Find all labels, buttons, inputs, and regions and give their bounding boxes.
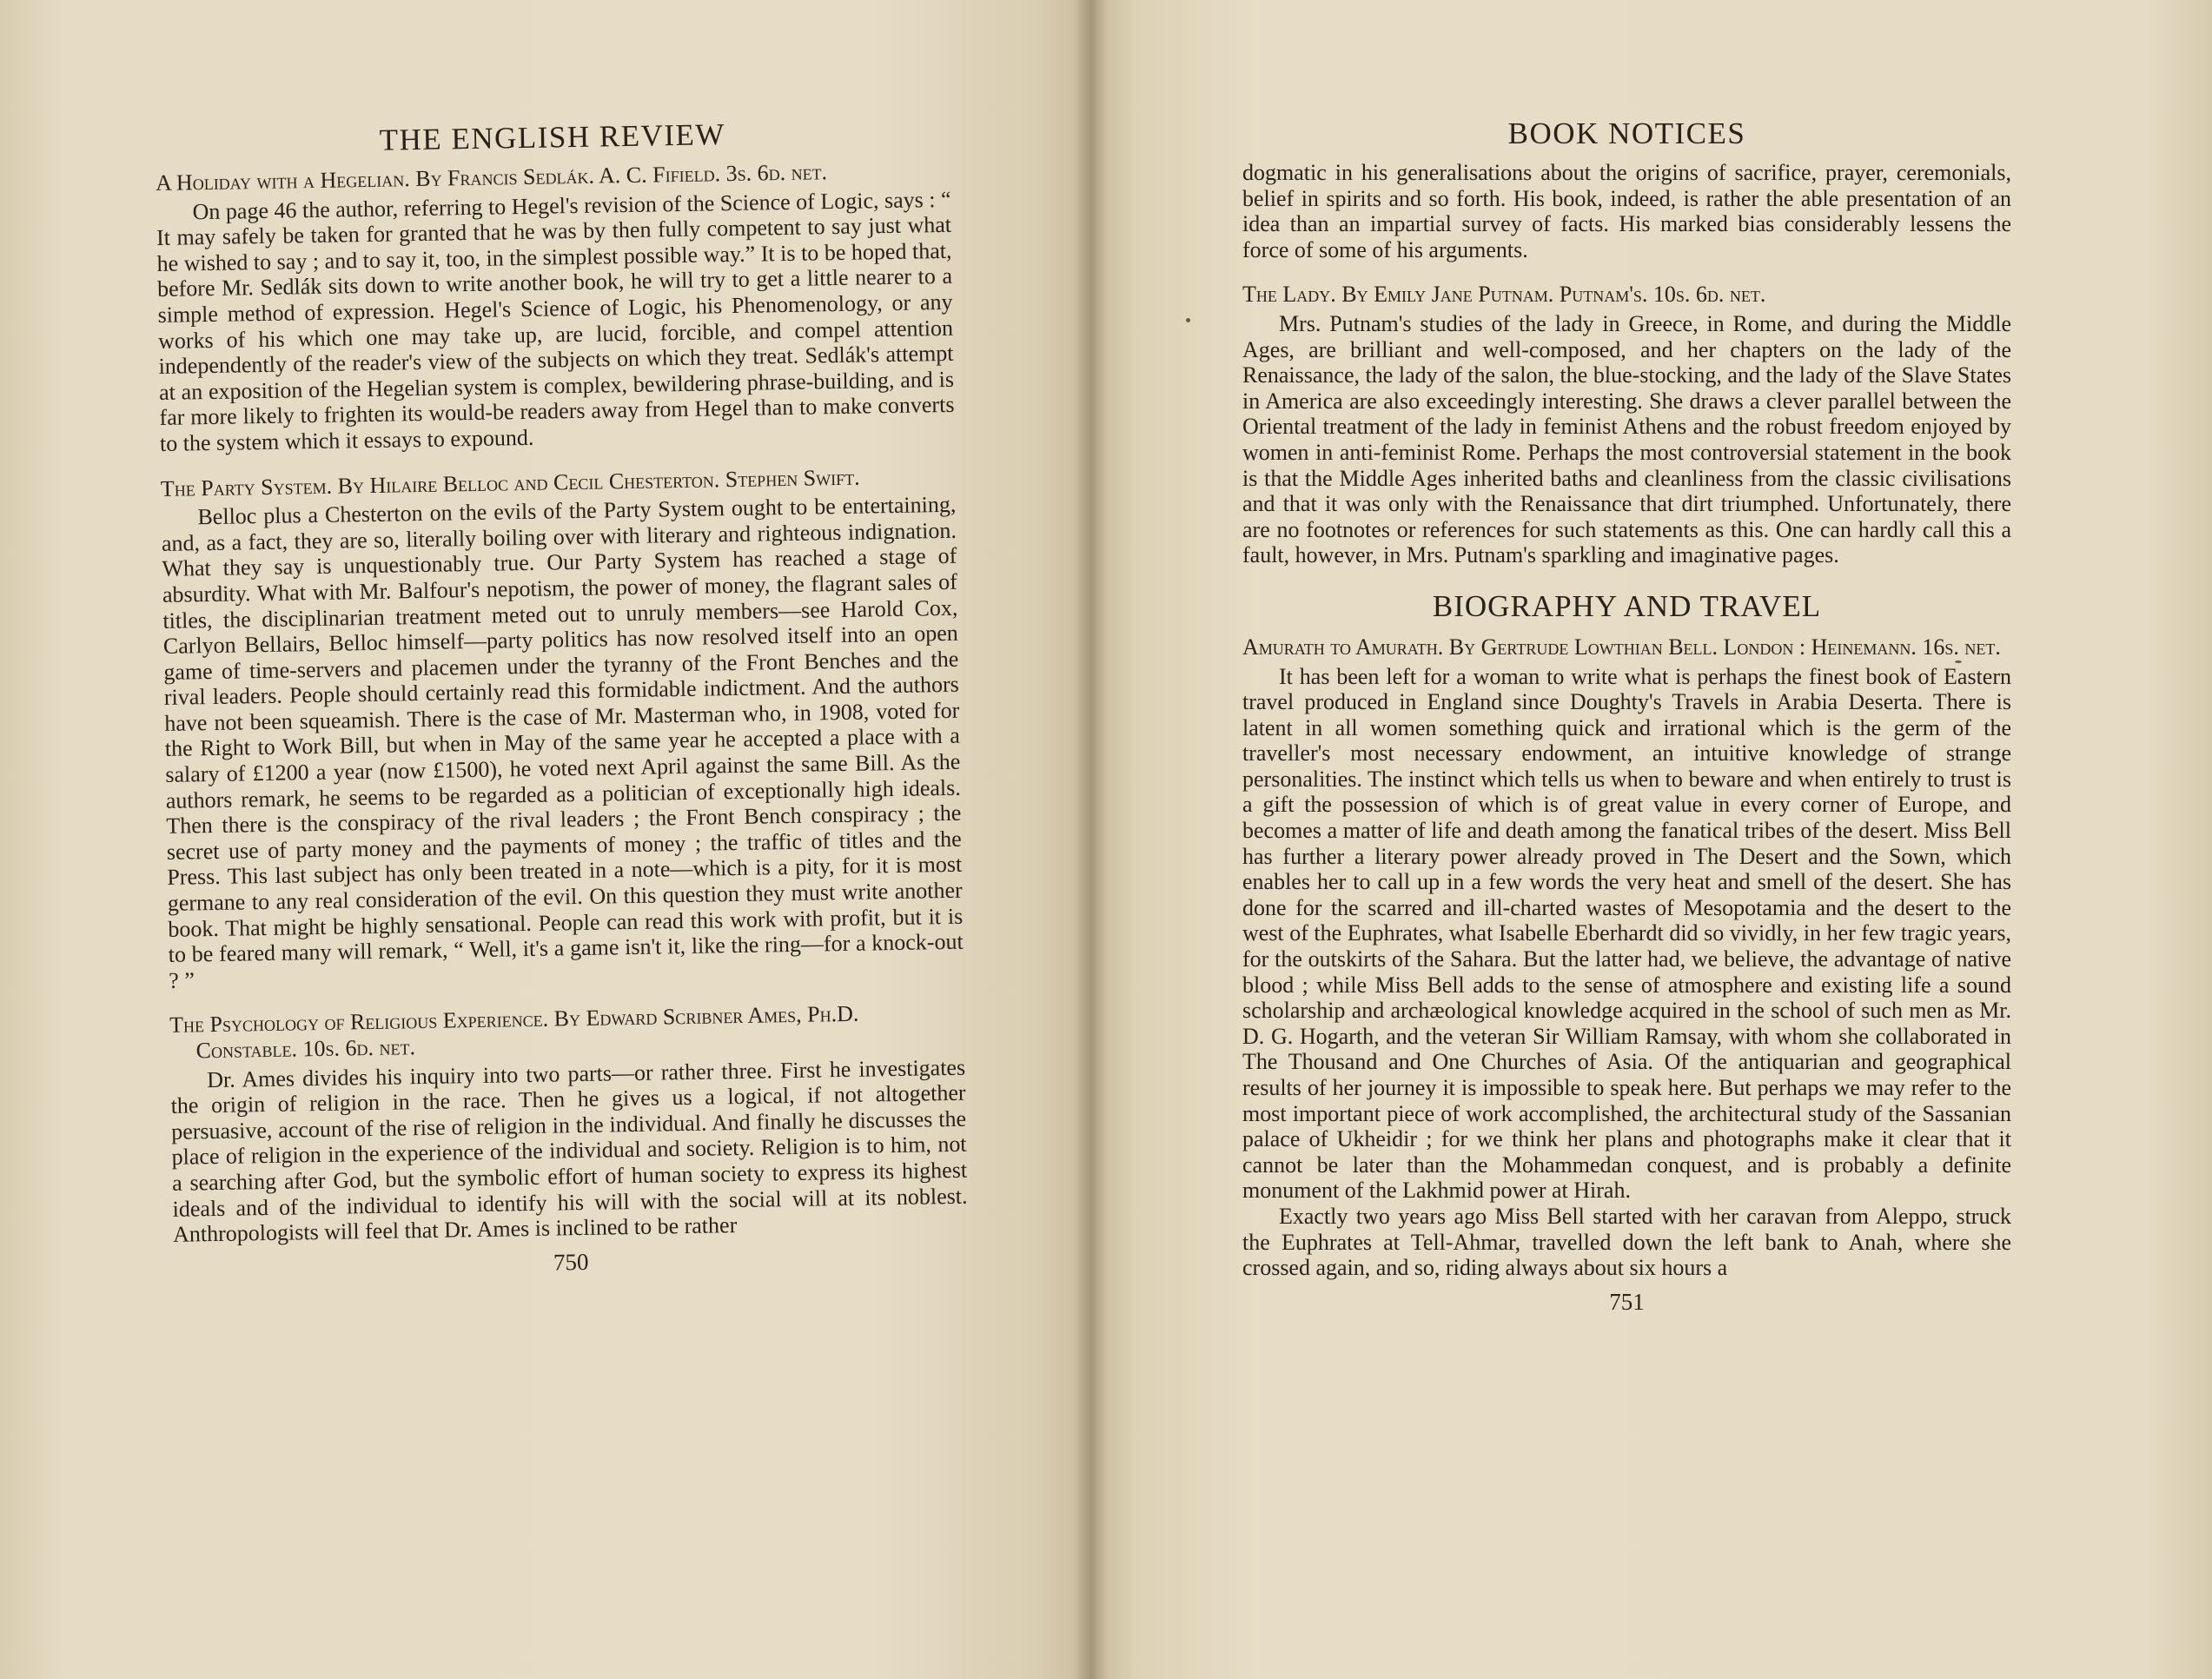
section-title: BIOGRAPHY AND TRAVEL xyxy=(1432,588,1822,623)
right-page xyxy=(1090,0,2212,1679)
right-text-block xyxy=(1242,116,2011,1315)
book-notice xyxy=(1242,282,2011,568)
continued-paragraph: dogmatic in his generalisations about the origins of sacrifice, prayer, ceremonials, belief in spirits and so forth. His book, indeed, is rather the able presentation of an idea than an impartial survey of facts. His marked bias considerably lessens the force of some of his arguments. xyxy=(1242,160,2011,262)
page-number: 751 xyxy=(1609,1288,1645,1315)
notice-paragraph: Mrs. Putnam's studies of the lady in Greece, in Rome, and during the Middle Ages, are brilliant and well-composed, and her chapters on the lady of the Renaissance, the lady of the salon, the blue-stocking, and the lady of the Slave States in America are also exceedingly interesting. She draws a clever parallel between the Oriental treatment of the lady in feminist Athens and the robust freedom enjoyed by women in anti-feminist Rome. Perhaps the most controversial statement in the book is that the Middle Ages inherited baths and cleanliness from the classic civilisations and that it was only with the Renaissance that dirt triumphed. Unfortunately, there are no footnotes or references for such statements as this. One can hardly call this a fault, however, in Mrs. Putnam's sparkling and imaginative pages. xyxy=(1242,310,2011,568)
notice-paragraph: It has been left for a woman to write what is perhaps the finest book of Eastern travel produced in England since Doughty's Travels in Arabia Deserta. There is latent in all women something quick and irrational which is the germ of the traveller's most necessary endowment, an intuitive knowledge of strange personalities. The instinct which tells us when to beware and when entirely to trust is a gift the possession of which is of great value in every corner of Europe, and becomes a matter of life and death among the fanatical tribes of the desert. Miss Bell has further a literary power already proved in The Desert and the Sown, which enables her to call up in a few words the very heat and smell of the desert. She has done for the scarred and ill-charted wastes of Mesopotamia and the desert to the west of the Euphrates, what Isabelle Eberhardt did so vividly, in her few tragic years, for the outskirts of the Sahara. But the latter had, we believe, the advantage of native blood ; while Miss Bell adds to the sense of atmosphere and existing life a sound scholarship and archæological knowledge acquired in the school of such men as Mr. D. G. Hogarth, and the veteran Sir William Ramsay, with whom she collaborated in The Thousand and One Churches of Asia. Of the antiquarian and geographical results of her journey it is impossible to speak here. But perhaps we may refer to the most important piece of work accomplished, the architectural study of the Sassanian palace of Ukheidir ; for we think her plans and photographs make it clear that it cannot be later than the Mohammedan conquest, and is probably a definite monument of the Lakhmid power at Hirah. xyxy=(1242,663,2011,1204)
notice-heading: A Holiday with a Hegelian. By Francis Sedlák. A. C. Fifield. 3s. 6d. net. xyxy=(155,159,828,196)
left-page xyxy=(0,0,1090,1679)
paper-speck xyxy=(1955,660,1962,663)
notice-paragraph: Exactly two years ago Miss Bell started with her caravan from Aleppo, struck the Euphrates at Tell-Ahmar, travelled down the left bank to Anah, where she crossed again, and so, riding always about six hours a xyxy=(1242,1203,2011,1281)
book-notice xyxy=(161,462,964,993)
binding-gutter xyxy=(1073,0,1108,1679)
running-head: THE ENGLISH REVIEW xyxy=(379,117,726,157)
notice-heading: Amurath to Amurath. By Gertrude Lowthian Bell. London : Heinemann. 16s. net. xyxy=(1242,634,2001,660)
running-head: BOOK NOTICES xyxy=(1507,116,1746,150)
page-number: 750 xyxy=(553,1248,589,1276)
left-text-block xyxy=(155,114,969,1282)
book-notice xyxy=(1242,634,2011,1281)
book-notice xyxy=(169,999,968,1247)
book-notice xyxy=(156,157,955,457)
notice-heading: The Psychology of Religious Experience. By Edward Scribner Ames, Ph.D. Constable. 10s. 6d. net. xyxy=(169,1001,859,1064)
notice-heading: The Lady. By Emily Jane Putnam. Putnam's. 10s. 6d. net. xyxy=(1242,282,1766,308)
paper-speck xyxy=(1186,318,1190,322)
notice-paragraph: Belloc plus a Chesterton on the evils of the Party System ought to be entertaining, and, as a fact, they are so, literally boiling over with literary and righteous indignation. What they say is unquestionably true. Our Party System has reached a stage of absurdity. What with Mr. Balfour's nepotism, the power of money, the flagrant sales of titles, the disciplinarian treatment meted out to unruly members—see Harold Cox, Carlyon Bellairs, Belloc himself—party politics has now resolved itself into an open game of time-servers and placemen under the tyranny of the Front Benches and the rival leaders. People should certainly read this formidable indictment. And the authors have not been squeamish. There is the case of Mr. Masterman who, in 1908, voted for the Right to Work Bill, but when in May of the same year he accepted a place with a salary of £1200 a year (now £1500), he voted next April against the same Bill. As the authors remark, he seems to be regarded as a politician of exceptionally high ideals. Then there is the conspiracy of the rival leaders ; the Front Bench conspiracy ; the secret use of party money and the payments of money ; the traffic of titles and the Press. This last subject has only been treated in a note—which is a pity, for it is most germane to any real consideration of the evil. On this question they must write another book. That might be highly sensational. People can read this work with profit, but it is to be feared many will remark, “ Well, it's a game isn't it, like the ring—for a knock-out ? ” xyxy=(161,491,964,993)
notice-heading: The Party System. By Hilaire Belloc and Cecil Chesterton. Stephen Swift. xyxy=(160,464,860,501)
notice-paragraph: Dr. Ames divides his inquiry into two parts—or rather three. First he investigates the origin of religion in the race. Then he gives us a logical, if not altogether persuasive, account of the rise of religion in the individual. And finally he discusses the place of religion in the experience of the individual and society. Religion is to him, not a searching after God, but the symbolic effort of human society to express its highest ideals and of the individual to identify his will with the social will at its noblest. Anthropologists will feel that Dr. Ames is inclined to be rather xyxy=(170,1054,968,1247)
notice-paragraph: On page 46 the author, referring to Hegel's revision of the Science of Logic, says : “ It may safely be taken for granted that he was by then fully competent to say just what he wished to say ; and to say it, too, in the simplest possible way.” It is to be hoped that, before Mr. Sedlák sits down to write another book, he will try to get a little nearer to a simple method of expression. Hegel's Science of Logic, his Phenomenology, or any works of his which one may take up, are lucid, forcible, and compel attention independently of the reader's view of the subjects on which they treat. Sedlák's attempt at an exposition of the Hegelian system is complex, bewildering phrase-building, and is far more likely to frighten its would-be readers away from Hegel than to make converts to the system which it essays to expound. xyxy=(156,186,955,456)
